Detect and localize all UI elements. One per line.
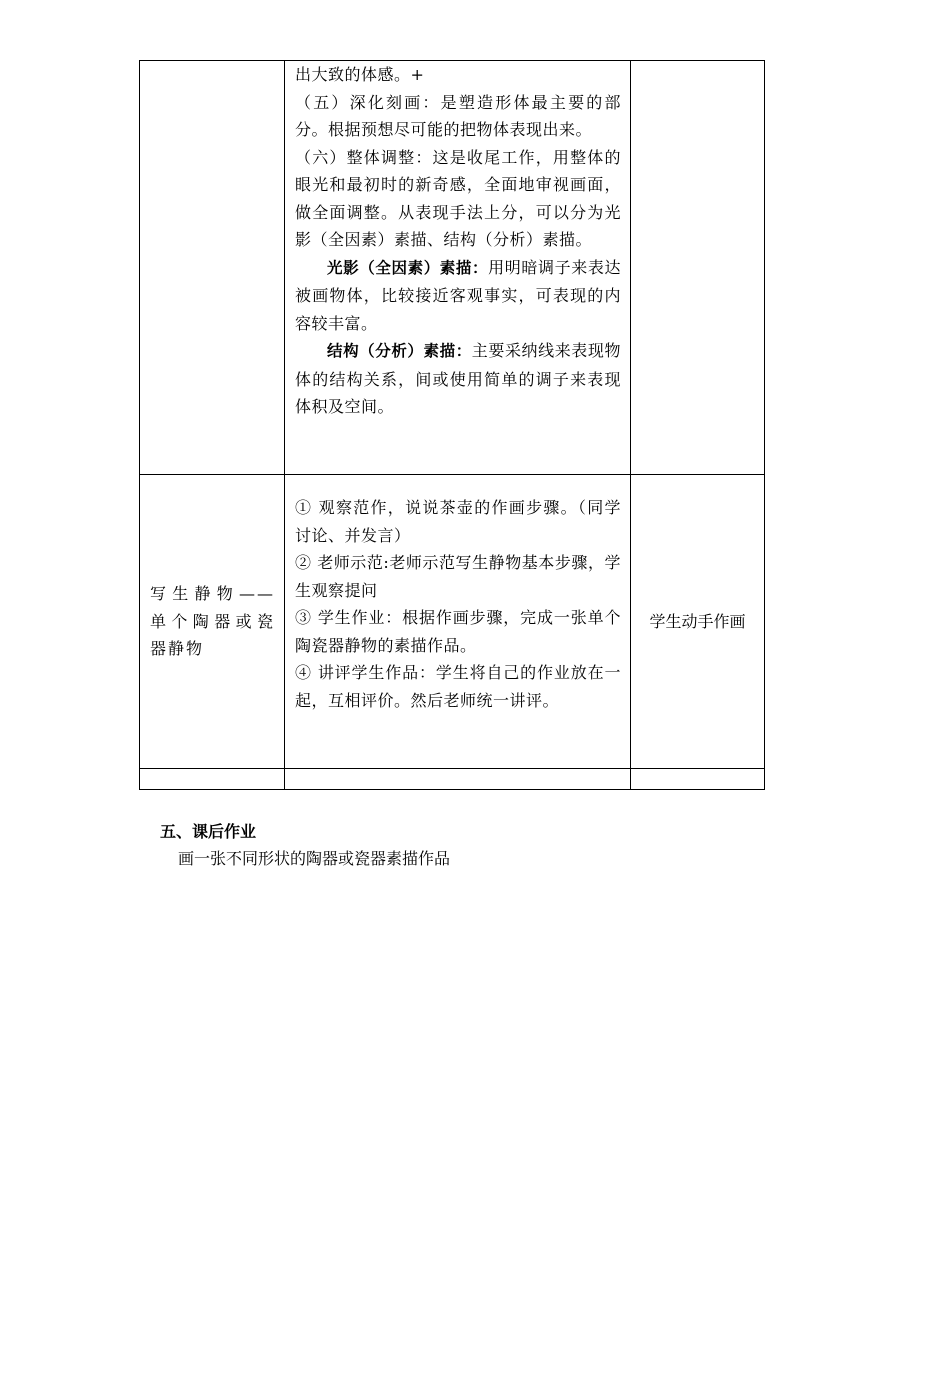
row2-activity-cell bbox=[631, 475, 765, 769]
homework-heading: 五、课后作业 bbox=[160, 822, 257, 841]
table-row-empty bbox=[140, 769, 765, 790]
table-row bbox=[140, 475, 765, 769]
empty-cell bbox=[285, 769, 631, 790]
step-paragraph: ④ 讲评学生作品：学生将自己的作业放在一起，互相评价。然后老师统一讲评。 bbox=[295, 663, 621, 710]
row2-stage-text: 写生静物——单个陶器或瓷器静物 bbox=[150, 584, 275, 659]
content-paragraph: 出大致的体感。+ bbox=[295, 65, 425, 84]
step-paragraph: ② 老师示范:老师示范写生静物基本步骤，学生观察提问 bbox=[295, 553, 621, 600]
term-heading: 结构（分析）素描： bbox=[327, 342, 472, 360]
row1-content-cell bbox=[285, 61, 631, 475]
row1-activity-cell bbox=[631, 61, 765, 475]
row2-stage-cell bbox=[140, 475, 285, 769]
term-definition: 主要采纳线来表现物体的结构关系，间或使用简单的调子来表现体积及空间。 bbox=[295, 341, 621, 416]
lesson-table bbox=[139, 60, 765, 790]
term-definition: 用明暗调子来表达被画物体，比较接近客观事实，可表现的内容较丰富。 bbox=[295, 257, 621, 333]
content-paragraph bbox=[295, 337, 621, 421]
content-paragraph: （六）整体调整：这是收尾工作，用整体的眼光和最初时的新奇感，全面地审视画面，做全面调整。从表现手法上分，可以分为光影（全因素）素描、结构（分析）素描。 bbox=[295, 147, 621, 249]
content-paragraph: （五）深化刻画：是塑造形体最主要的部分。根据预想尽可能的把物体表现出来。 bbox=[295, 92, 621, 139]
content-paragraph bbox=[295, 254, 621, 338]
row2-activity-text: 学生动手作画 bbox=[649, 611, 746, 631]
row2-content-cell bbox=[285, 475, 631, 769]
table-row bbox=[140, 61, 765, 475]
empty-cell bbox=[631, 769, 765, 790]
term-heading: 光影（全因素）素描： bbox=[327, 258, 489, 277]
row1-stage-cell bbox=[140, 61, 285, 475]
step-paragraph: ③ 学生作业：根据作画步骤，完成一张单个陶瓷器静物的素描作品。 bbox=[295, 608, 621, 655]
empty-cell bbox=[140, 769, 285, 790]
step-paragraph: ① 观察范作，说说茶壶的作画步骤。（同学讨论、并发言） bbox=[295, 498, 621, 545]
homework-body: 画一张不同形状的陶器或瓷器素描作品 bbox=[178, 849, 451, 868]
